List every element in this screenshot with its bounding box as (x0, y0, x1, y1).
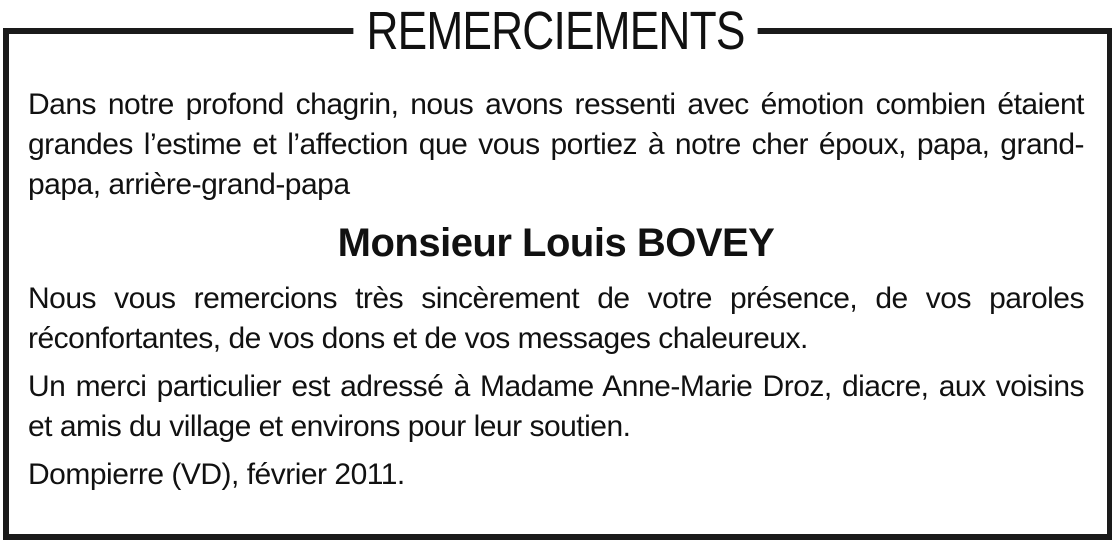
intro-paragraph: Dans notre profond chagrin, nous avons ressenti avec émotion combien étaient grandes l’estime et l’affection que vous portiez à notre cher époux, papa, grand-papa, arrière-grand-papa (28, 88, 1084, 201)
thanks-paragraph: Nous vous remercions très sincèrement de votre présence, de vos paroles réconfortantes, de vos dons et de vos messages chaleureux. (28, 282, 1084, 355)
deceased-name: Monsieur Louis BOVEY (337, 221, 775, 265)
place-date: Dompierre (VD), février 2011. (28, 458, 405, 491)
special-thanks-paragraph: Un merci particulier est adressé à Madame Anne-Marie Droz, diacre, aux voisins et amis du village et environs pour leur soutien. (28, 370, 1084, 443)
spacer (28, 447, 1084, 455)
page-title: REMERCIEMENTS (354, 0, 758, 62)
spacer (28, 359, 1084, 367)
notice-body (28, 85, 1084, 495)
